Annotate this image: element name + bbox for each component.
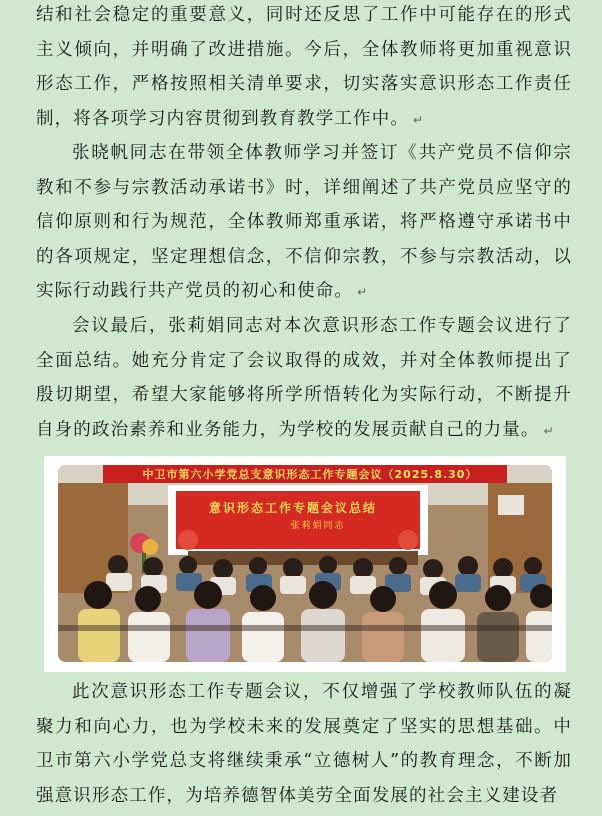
return-mark-3: ↵ [543, 423, 555, 438]
screen-title-text: 意识形态工作专题会议总结 [208, 501, 377, 515]
screen-subtitle-text: 张莉娟同志 [290, 521, 346, 531]
paragraph-3 [36, 309, 572, 448]
return-mark-2: ↵ [357, 285, 369, 300]
paragraph-1 [36, 0, 572, 137]
paragraph-3-text: 会议最后，张莉娟同志对本次意识形态工作专题会议进行了全面总结。她充分肯定了会议取得的成效，并对全体教师提出了殷切期望，希望大家能够将所学所悟转化为实际行动，不断提升自身的政治素养和业务能力，为学校的发展贡献自己的力量。 [36, 316, 572, 440]
paragraph-4-text: 此次意识形态工作专题会议，不仅增强了学校教师队伍的凝聚力和向心力，也为学校未来的发展奠定了坚实的思想基础。中卫市第六小学党总支将继续秉承“立德树人”的教育理念，不断加强意识形态工作，为培养德智体美劳全面发展的社会主义建设者 [36, 682, 572, 806]
paragraph-2-text: 张晓帆同志在带领全体教师学习并签订《共产党员不信仰宗教和不参与宗教活动承诺书》时，详细阐述了共产党员应坚守的信仰原则和行为规范，全体教师郑重承诺，将严格遵守承诺书中的各项规定，坚定理想信念，不信仰宗教，不参与宗教活动，以实际行动践行共产党员的初心和使命。 [36, 143, 572, 302]
paragraph-1-text: 结和社会稳定的重要意义，同时还反思了工作中可能存在的形式主义倾向，并明确了改进措施。今后，全体教师将更加重视意识形态工作，严格按照相关清单要求，切实落实意识形态工作责任制，将各项学习内容贯彻到教育教学工作中。 [36, 5, 572, 129]
paragraph-2 [36, 136, 572, 310]
meeting-banner-text: 中卫市第六小学党总支意识形态工作专题会议（2025.8.30） [142, 468, 478, 481]
meeting-photo [58, 465, 552, 662]
meeting-photo-frame [44, 456, 566, 672]
return-mark-1: ↵ [413, 112, 425, 127]
paragraph-4 [36, 675, 572, 813]
meeting-photo-illustration [58, 465, 552, 662]
